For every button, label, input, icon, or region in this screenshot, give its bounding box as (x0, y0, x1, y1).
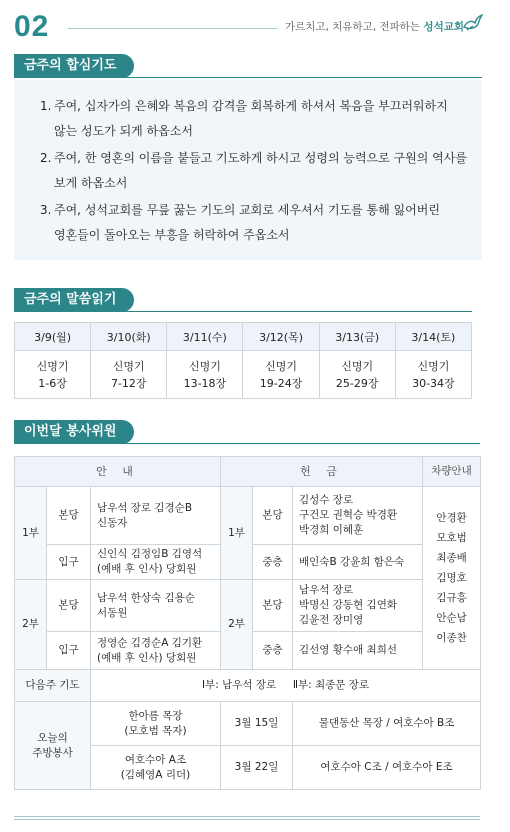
service-place-label: 본당 (253, 580, 293, 632)
parking-header: 차량안내 (423, 457, 481, 487)
kitchen-label: 오늘의 주방봉사 (15, 702, 91, 790)
church-tagline (285, 19, 464, 34)
service-part-label: 2부 (15, 580, 47, 670)
prayer-list (40, 94, 470, 250)
prayer-item-line: 않는 성도가 되게 하옵소서 (54, 124, 193, 138)
reading-book: 신명기 (341, 359, 374, 373)
reading-date: 3/11(수) (167, 323, 243, 351)
prayer-item-line: 주여, 십자가의 은혜와 복음의 감격을 회복하게 하셔서 복음을 부끄러워하지 (54, 99, 448, 113)
prayer-box (14, 80, 482, 260)
prayer-item-line: 주여, 성석교회를 무릎 꿇는 기도의 교회로 세우셔서 기도를 통해 잃어버린 (54, 203, 440, 217)
church-name: 성석교회 (423, 21, 464, 33)
prayer-item-line: 주여, 한 영혼의 이름을 붙들고 기도하게 하시고 성령의 능력으로 구원의 역사를 (54, 151, 467, 165)
guide-header: 안 내 (15, 457, 221, 487)
reading-chapters: 30-34장 (412, 376, 455, 390)
service-row (15, 580, 481, 632)
service-place-label: 중층 (253, 632, 293, 670)
reading-table (14, 322, 472, 399)
next-week-prayer-second: Ⅱ부: 최종문 장로 (292, 679, 370, 691)
reading-chapter-row (15, 351, 472, 399)
service-place-label: 중층 (253, 545, 293, 580)
reading-chapters: 1-6장 (38, 376, 67, 390)
reading-date: 3/10(화) (91, 323, 167, 351)
reading-section-title: 금주의 말씀읽기 (14, 288, 134, 312)
reading-date-row (15, 323, 472, 351)
prayer-item-number: 3. (40, 203, 52, 217)
reading-cell (167, 351, 243, 399)
reading-cell (243, 351, 319, 399)
reading-book: 신명기 (265, 359, 297, 373)
service-section-title: 이번달 봉사위원 (14, 420, 134, 444)
reading-book: 신명기 (417, 359, 450, 373)
prayer-item-number: 1. (40, 99, 52, 113)
service-names: 김성수 장로 구건모 권혁승 박경환 박경희 이혜훈 (293, 487, 423, 545)
service-table (14, 456, 481, 790)
reading-cell (395, 351, 471, 399)
reading-date: 3/9(월) (15, 323, 91, 351)
service-names: 정영순 김경순A 김기환 (예배 후 인사) 당회원 (91, 632, 221, 670)
next-week-prayer-label: 다음주 기도 (15, 670, 91, 702)
service-part-label: 1부 (15, 487, 47, 580)
prayer-item (40, 198, 470, 248)
kitchen-detail: 여호수아 C조 / 여호수아 E조 (293, 746, 481, 790)
prayer-section-rule (14, 77, 482, 78)
reading-book: 신명기 (112, 359, 145, 373)
service-place-label: 본당 (47, 487, 91, 545)
kitchen-date: 3월 15일 (221, 702, 293, 746)
reading-chapters: 7-12장 (110, 376, 147, 390)
page-header (0, 0, 510, 50)
tagline-text: 가르치고, 치유하고, 전파하는 (285, 21, 421, 33)
kitchen-team: 한아름 목장 (모호범 목자) (91, 702, 221, 746)
footer-rule (14, 816, 480, 817)
reading-book: 신명기 (188, 359, 221, 373)
header-divider (68, 28, 278, 29)
kitchen-team: 여호수아 A조 (김혜영A 리더) (91, 746, 221, 790)
reading-cell (319, 351, 395, 399)
footer-rule (14, 819, 480, 820)
service-part-label: 1부 (221, 487, 253, 580)
service-names: 배인숙B 강윤희 함은숙 (293, 545, 423, 580)
prayer-section-title: 금주의 합심기도 (14, 54, 134, 78)
next-week-prayer-value (91, 670, 481, 702)
prayer-item (40, 94, 470, 144)
dove-logo-icon (461, 12, 483, 34)
next-week-prayer-row (15, 670, 481, 702)
service-place-label: 입구 (47, 632, 91, 670)
reading-cell (91, 351, 167, 399)
prayer-item-number: 2. (40, 151, 52, 165)
offering-header: 헌 금 (221, 457, 423, 487)
kitchen-row (15, 702, 481, 746)
prayer-item-line: 보게 하옵소서 (54, 176, 128, 190)
service-names: 신인식 김정임B 김영석 (예배 후 인사) 당회원 (91, 545, 221, 580)
page-number: 02 (14, 10, 50, 43)
service-section-rule (14, 443, 480, 444)
kitchen-detail: 물댄동산 목장 / 여호수아 B조 (293, 702, 481, 746)
reading-date: 3/14(토) (395, 323, 471, 351)
prayer-item (40, 146, 470, 196)
prayer-item-line: 영혼들이 돌아오는 부흥을 허락하여 주옵소서 (54, 228, 290, 242)
service-names: 남우석 장로 김경순B 신동자 (91, 487, 221, 545)
service-place-label: 본당 (47, 580, 91, 632)
reading-section-rule (14, 311, 472, 312)
next-week-prayer-first: Ⅰ부: 남우석 장로 (201, 679, 277, 691)
reading-chapters: 13-18장 (183, 376, 227, 390)
service-place-label: 입구 (47, 545, 91, 580)
service-names: 남우석 장로 박명신 강동현 김연화 김윤전 장미영 (293, 580, 423, 632)
service-names: 남우석 한상숙 김용순 서동원 (91, 580, 221, 632)
service-row (15, 487, 481, 545)
kitchen-date: 3월 22일 (221, 746, 293, 790)
reading-date: 3/12(목) (243, 323, 319, 351)
reading-cell (15, 351, 91, 399)
service-header-row (15, 457, 481, 487)
reading-chapters: 25-29장 (335, 376, 379, 390)
service-part-label: 2부 (221, 580, 253, 670)
reading-date: 3/13(금) (319, 323, 395, 351)
service-place-label: 본당 (253, 487, 293, 545)
reading-book: 신명기 (36, 359, 69, 373)
parking-names: 안경환 모호범 최종배 김명호 김규흥 안순남 이종찬 (423, 487, 481, 670)
service-names: 김선영 황수애 최희선 (293, 632, 423, 670)
reading-chapters: 19-24장 (259, 376, 303, 390)
